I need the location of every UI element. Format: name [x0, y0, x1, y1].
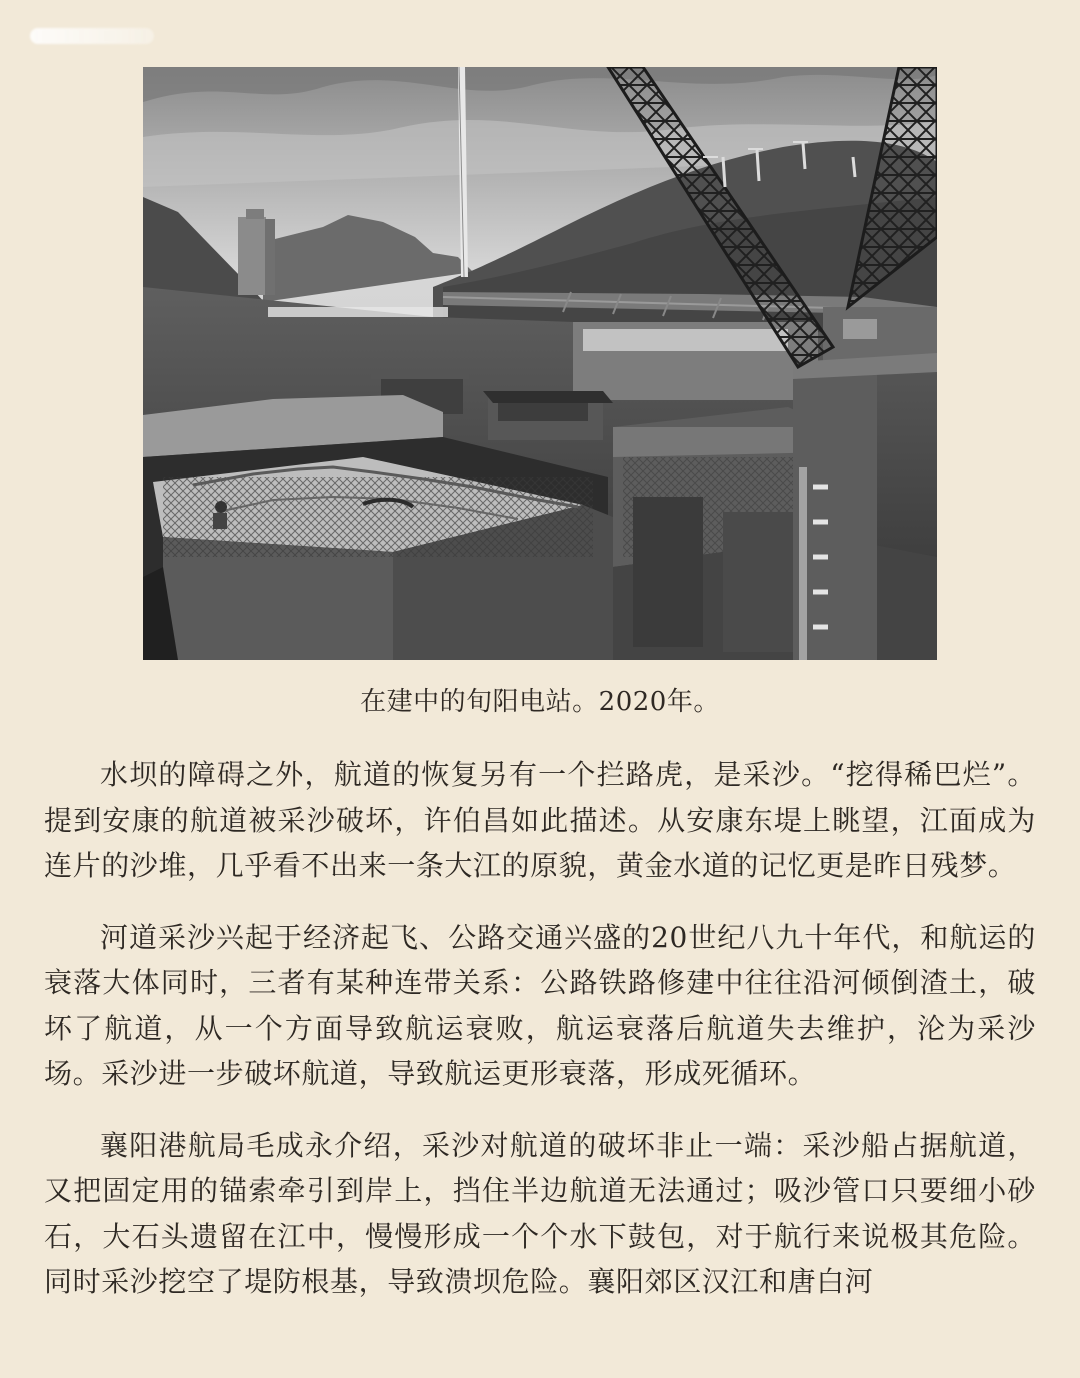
article-paragraph-2: 河道采沙兴起于经济起飞、公路交通兴盛的20世纪八九十年代，和航运的衰落大体同时，三者有某种连带关系：公路铁路修建中往往沿河倾倒渣土，破坏了航道，从一个方面导致航运衰败，航运衰落后航道失去维护，沦为采沙场。采沙进一步破坏航道，导致航运更形衰落，形成死循环。 — [44, 920, 1036, 1090]
construction-site-photo — [143, 67, 937, 660]
article-paragraph-3: 襄阳港航局毛成永介绍，采沙对航道的破坏非止一端：采沙船占据航道，又把固定用的锚索牵引到岸上，挡住半边航道无法通过；吸沙管口只要细小砂石，大石头遗留在江中，慢慢形成一个个水下鼓包，对于航行来说极其危险。同时采沙挖空了堤防根基，导致溃坝危险。襄阳郊区汉江和唐白河 — [44, 1128, 1036, 1298]
header-smudge — [30, 28, 154, 44]
article-body — [44, 752, 1036, 1305]
article-paragraph-1: 水坝的障碍之外，航道的恢复另有一个拦路虎，是采沙。“挖得稀巴烂”。提到安康的航道被采沙破坏，许伯昌如此描述。从安康东堤上眺望，江面成为连片的沙堆，几乎看不出来一条大江的原貌，黄金水道的记忆更是昨日残梦。 — [44, 758, 1036, 882]
figure-caption: 在建中的旬阳电站。2020年。 — [360, 687, 720, 717]
photo-illustration — [143, 67, 937, 660]
